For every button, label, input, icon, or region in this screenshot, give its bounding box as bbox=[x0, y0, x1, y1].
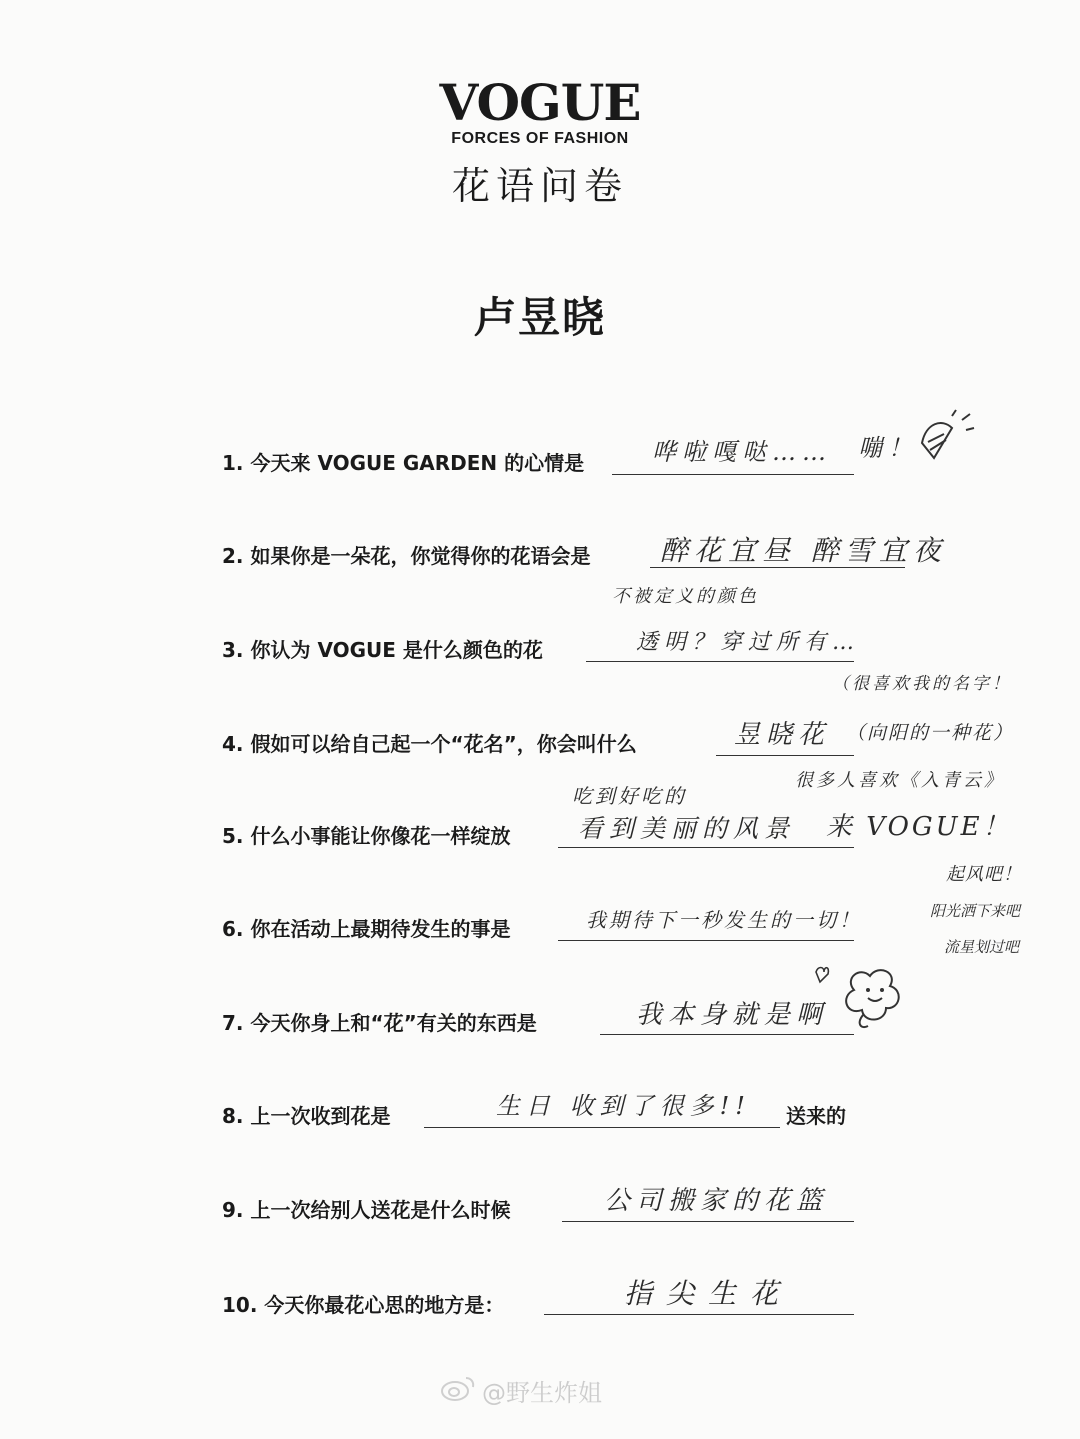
answer-6: 我期待下一秒发生的一切！ bbox=[586, 908, 862, 932]
question-7: 7. 今天你身上和“花”有关的东西是 bbox=[222, 1011, 537, 1035]
answer-line-10 bbox=[544, 1314, 854, 1315]
weibo-icon bbox=[440, 1374, 476, 1408]
note-q1-extra: 嘣！ bbox=[858, 434, 918, 462]
answer-line-6 bbox=[558, 940, 854, 941]
note-q4-above: （很喜欢我的名字！ bbox=[832, 674, 1012, 694]
question-8: 8. 上一次收到花是 bbox=[222, 1104, 391, 1128]
note-q4-extra: （向阳的一种花） bbox=[846, 722, 1015, 744]
answer-1: 哗啦嘎哒…… bbox=[652, 438, 832, 466]
answer-5: 看到美丽的风景 bbox=[578, 814, 796, 843]
answer-2: 醉花宜昼 醉雪宜夜 bbox=[660, 534, 947, 567]
note-q5-extra: 来 VOGUE！ bbox=[826, 812, 1012, 842]
note-q6-side-1: 起风吧！ bbox=[946, 864, 1022, 885]
question-3: 3. 你认为 VOGUE 是什么颜色的花 bbox=[222, 638, 543, 662]
answer-line-8 bbox=[424, 1127, 780, 1128]
answer-4: 昱晓花 bbox=[734, 720, 831, 750]
question-8-suffix: 送来的 bbox=[786, 1104, 846, 1128]
respondent-name: 卢昱晓 bbox=[473, 293, 606, 342]
note-q6-side-3: 流星划过吧 bbox=[944, 938, 1020, 956]
answer-line-2 bbox=[650, 567, 905, 568]
note-q3-above: 不被定义的颜色 bbox=[612, 586, 759, 607]
question-6: 6. 你在活动上最期待发生的事是 bbox=[222, 917, 511, 941]
flower-doodle-icon bbox=[912, 398, 982, 468]
answer-line-3 bbox=[586, 661, 854, 662]
smiley-flower-doodle-icon bbox=[806, 960, 916, 1036]
brand-logo: VOGUE bbox=[439, 73, 641, 132]
weibo-watermark bbox=[440, 1373, 602, 1408]
question-5: 5. 什么小事能让你像花一样绽放 bbox=[222, 824, 511, 848]
question-1: 1. 今天来 VOGUE GARDEN 的心情是 bbox=[222, 451, 585, 475]
answer-line-5 bbox=[558, 847, 854, 848]
note-q5-above-2: 很多人喜欢《入青云》 bbox=[795, 770, 1005, 791]
answer-line-4 bbox=[716, 755, 854, 756]
question-10: 10. 今天你最花心思的地方是： bbox=[222, 1293, 505, 1317]
answer-10: 指尖生花 bbox=[624, 1277, 793, 1310]
answer-7: 我本身就是啊 bbox=[636, 1000, 829, 1030]
note-q6-side-2: 阳光洒下来吧 bbox=[930, 902, 1021, 920]
note-q5-above-1: 吃到好吃的 bbox=[572, 784, 687, 808]
question-9: 9. 上一次给别人送花是什么时候 bbox=[222, 1198, 511, 1222]
survey-title: 花语问卷 bbox=[451, 164, 628, 208]
answer-9: 公司搬家的花篮 bbox=[604, 1186, 829, 1216]
answer-8: 生日 收到了很多!! bbox=[496, 1092, 751, 1120]
answer-line-9 bbox=[562, 1221, 854, 1222]
question-4: 4. 假如可以给自己起一个“花名”，你会叫什么 bbox=[222, 732, 637, 756]
question-2: 2. 如果你是一朵花，你觉得你的花语会是 bbox=[222, 544, 591, 568]
answer-3: 透明？穿过所有… bbox=[636, 630, 861, 655]
brand-tagline: FORCES OF FASHION bbox=[451, 130, 629, 147]
answer-line-1 bbox=[612, 474, 854, 475]
watermark-text: @野生炸姐 bbox=[482, 1379, 602, 1407]
